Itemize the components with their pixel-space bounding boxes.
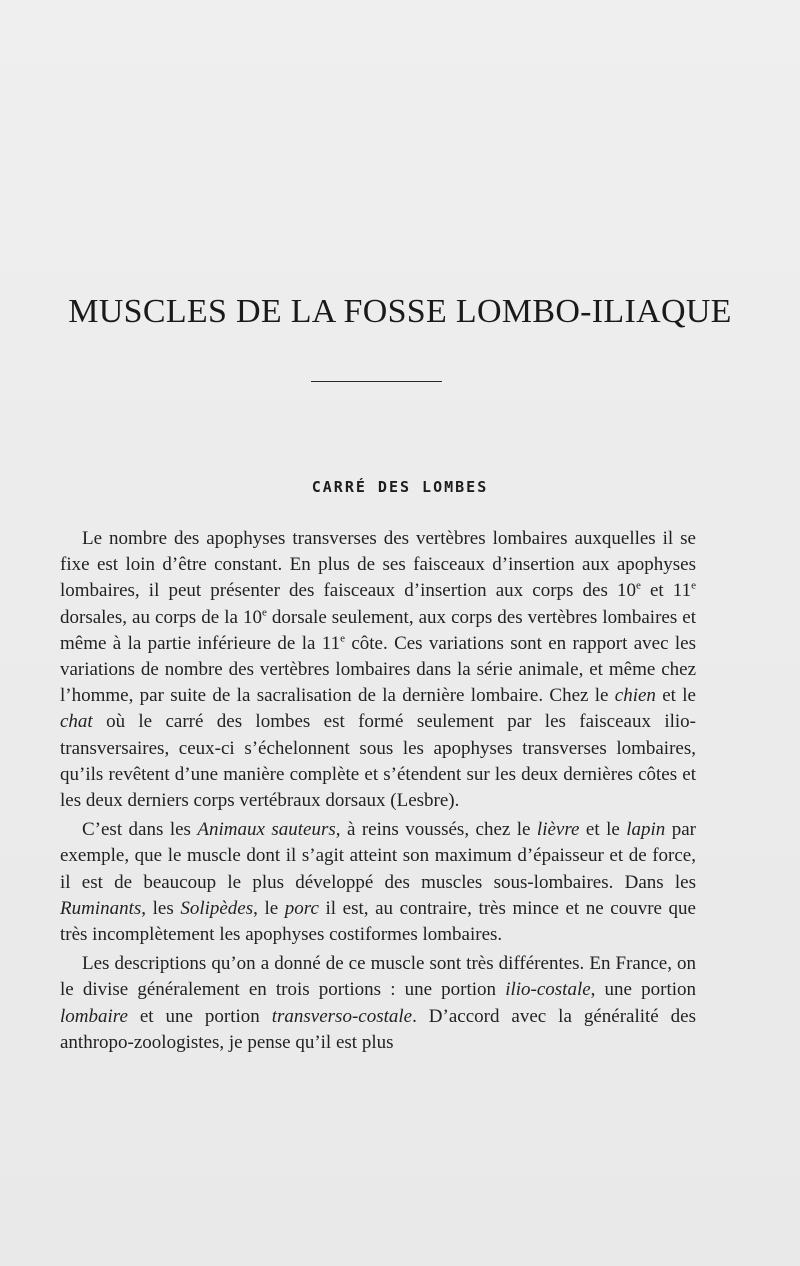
italic-term: lapin (626, 819, 666, 841)
text-run: et 11 (640, 580, 692, 602)
text-run: il est, au contraire, très mince et ne couvre que très incomplètement les apophyses costiformes lombaires. (60, 897, 696, 946)
text-run: , une portion (590, 979, 696, 1001)
text-run: et une portion (127, 1005, 272, 1027)
paragraph (60, 817, 696, 948)
paragraph (60, 951, 696, 1056)
paragraph (60, 526, 696, 814)
section-heading: CARRÉ DES LOMBES (311, 478, 489, 496)
italic-term: porc (284, 897, 319, 919)
text-run: Le nombre des apophyses transverses des vertèbres lombaires auxquelles il se fixe est loin d’être constant. En plus de ses faisceaux d’insertion aux apophyses lombaires, il peut présenter des faisceaux d’insertion aux corps des 10 (60, 528, 696, 602)
text-run: côte. Ces variations sont en rapport avec les variations de nombre des vertèbres lombaires dans la série animale, et même chez l’homme, par suite de la sacralisation de la dernière lombaire. Chez le (60, 632, 696, 707)
text-run: et le (579, 819, 627, 841)
superscript: e (261, 606, 267, 619)
text-run: C’est dans les (82, 819, 198, 841)
body-text (60, 526, 696, 1059)
italic-term: lièvre (536, 819, 580, 841)
text-run: Les descriptions qu’on a donné de ce muscle sont très différentes. En France, on le divise généralement en trois portions : une portion (60, 953, 696, 1001)
italic-term: chien (614, 685, 656, 707)
italic-term: Animaux sauteurs (197, 819, 336, 841)
text-run: , à reins voussés, chez le (335, 819, 537, 841)
text-run: dorsale seulement, aux corps des vertèbres lombaires et même à la partie inférieure de la 11 (60, 606, 696, 654)
italic-term: lombaire (60, 1005, 128, 1027)
superscript: e (691, 580, 696, 593)
text-run: dorsales, au corps de la 10 (60, 606, 262, 628)
italic-term: Solipèdes (180, 897, 254, 919)
italic-term: Ruminants (60, 897, 142, 919)
text-run: et le (655, 685, 696, 707)
text-run: . D’accord avec la généralité des anthropo-zoologistes, je pense qu’il est plus (60, 1005, 696, 1053)
text-run: où le carré des lombes est formé seulement par les faisceaux ilio-transversaires, ceux-ci s’échelonnent sous les apophyses transverses lombaires, qu’ils revêtent d’une manière complète et s’étendent sur les deux dernières côtes et les deux derniers corps vertébraux dorsaux (Lesbre). (60, 711, 696, 812)
superscript: e (340, 632, 345, 645)
text-run: , les (141, 897, 181, 919)
superscript: e (635, 580, 641, 593)
page-title: MUSCLES DE LA FOSSE LOMBO-ILIAQUE (68, 293, 732, 330)
title-divider-rule (311, 381, 442, 382)
italic-term: chat (60, 711, 93, 733)
text-run: par exemple, que le muscle dont il s’agit atteint son maximum d’épaisseur et de force, il est de beaucoup le plus développé des muscles sous-lombaires. Dans les (60, 819, 697, 893)
text-run: , le (253, 897, 285, 919)
italic-term: ilio-costale (505, 979, 591, 1001)
italic-term: transverso-costale (271, 1005, 413, 1027)
